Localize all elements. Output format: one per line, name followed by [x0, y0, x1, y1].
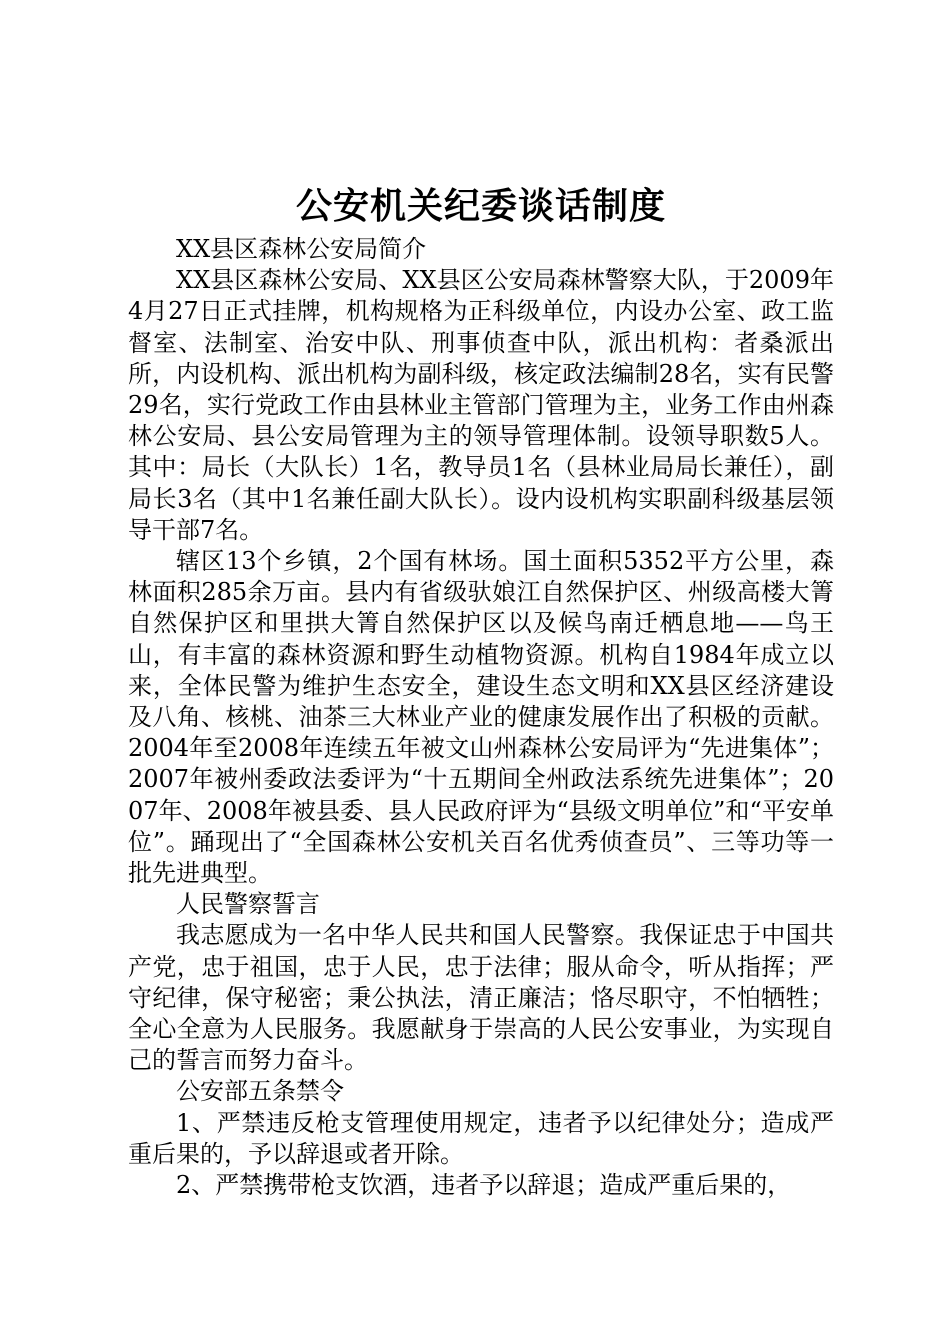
paragraph-bureau-overview: XX县区森林公安局、XX县区公安局森林警察大队，于2009年4月27日正式挂牌，机构规格为正科级单位，内设办公室、政工监督室、法制室、治安中队、刑事侦查中队，派出机构：者桑派出所，内设机构、派出机构为副科级，核定政法编制28名，实有民警29名，实行党政工作由县林业主管部门管理为主，业务工作由州森林公安局、县公安局管理为主的领导管理体制。设领导职数5人。其中：局长（大队长）1名，教导员1名（县林业局局长兼任），副局长3名（其中1名兼任副大队长）。设内设机构实职副科级基层领导干部7名。	[128, 266, 834, 544]
section-police-oath	[128, 889, 834, 1076]
section-five-prohibitions	[128, 1076, 834, 1201]
paragraph-jurisdiction: 辖区13个乡镇，2个国有林场。国土面积5352平方公里，森林面积285余万亩。县内有省级驮娘江自然保护区、州级高楼大箐自然保护区和里拱大箐自然保护区以及候鸟南迁栖息地——鸟王山，有丰富的森林资源和野生动植物资源。机构自1984年成立以来，全体民警为维护生态安全，建设生态文明和XX县区经济建设及八角、核桃、油茶三大林业产业的健康发展作出了积极的贡献。2004年至2008年连续五年被文山州森林公安局评为“先进集体”；2007年被州委政法委评为“十五期间全州政法系统先进集体”；2007年、2008年被县委、县人民政府评为“县级文明单位”和“平安单位”。踊现出了“全国森林公安机关百名优秀侦查员”、三等功等一批先进典型。	[128, 547, 834, 888]
document-title: 公安机关纪委谈话制度	[295, 185, 666, 227]
section-heading-bureau-intro: XX县区森林公安局简介	[176, 235, 427, 263]
section-bureau-intro	[128, 234, 834, 889]
section-heading-police-oath: 人民警察誓言	[176, 890, 320, 919]
document-page	[128, 180, 834, 1201]
paragraph-prohibition-2: 2、严禁携带枪支饮酒，违者予以辞退；造成严重后果的，	[176, 1171, 792, 1200]
paragraph-prohibition-1: 1、严禁违反枪支管理使用规定，违者予以纪律处分；造成严重后果的，予以辞退或者开除。	[128, 1108, 834, 1168]
paragraph-oath-text: 我志愿成为一名中华人民共和国人民警察。我保证忠于中国共产党，忠于祖国，忠于人民，忠于法律；服从命令，听从指挥；严守纪律，保守秘密；秉公执法，清正廉洁；恪尽职守，不怕牺牲；全心全意为人民服务。我愿献身于崇高的人民公安事业，为实现自己的誓言而努力奋斗。	[128, 921, 834, 1075]
section-heading-five-prohibitions: 公安部五条禁令	[176, 1077, 344, 1106]
